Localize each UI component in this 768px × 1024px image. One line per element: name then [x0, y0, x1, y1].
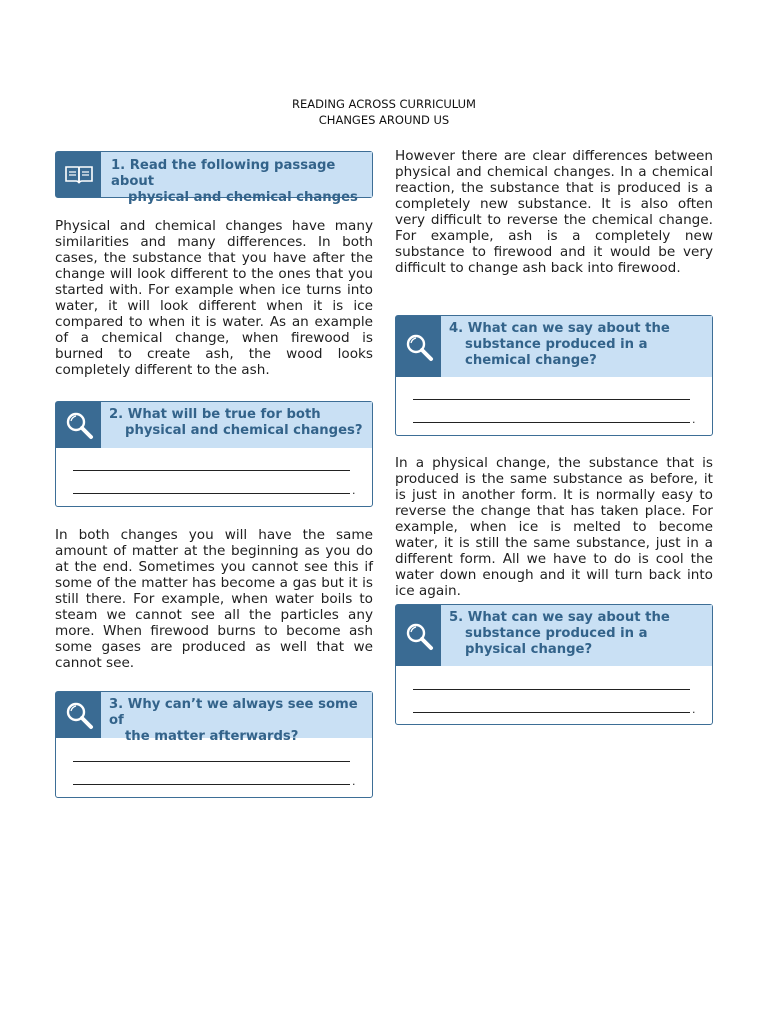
passage-paragraph-2: In both changes you will have the same amount of matter at the beginning as you do at the end. Sometimes you cannot see this if some of the matter has become a gas but it is still there. For example, when water boils to steam we cannot see all the particles any more. When firewood burns to become ash some gases are produced as well that we cannot see.	[55, 527, 373, 671]
answer-line[interactable]	[73, 784, 350, 785]
magnifier-icon	[396, 316, 441, 377]
question-box-4	[395, 315, 713, 436]
question-line-1: What can we say about the	[467, 321, 670, 336]
answer-end-period: .	[352, 775, 356, 788]
answer-end-period: .	[352, 484, 356, 497]
question-number: 3.	[109, 697, 124, 712]
instruction-box	[55, 151, 373, 205]
question-number: 4.	[449, 321, 464, 336]
question-number: 5.	[449, 610, 464, 625]
magnifier-icon	[56, 692, 101, 738]
worksheet-header	[0, 96, 768, 128]
answer-line[interactable]	[73, 470, 350, 471]
answer-line[interactable]	[413, 422, 690, 423]
question-line-2: substance produced in a	[465, 337, 648, 352]
answer-line[interactable]	[413, 689, 690, 690]
answer-line[interactable]	[73, 761, 350, 762]
question-number: 1.	[111, 158, 126, 173]
question-box-3	[55, 691, 373, 798]
curriculum-title: READING ACROSS CURRICULUM	[292, 97, 476, 111]
answer-line[interactable]	[73, 493, 350, 494]
question-line-3: physical change?	[465, 642, 593, 657]
instruction-line-1: Read the following passage about	[111, 158, 336, 189]
book-icon	[56, 152, 101, 197]
passage-paragraph-3: However there are clear differences between physical and chemical changes. In a chemical reaction, the substance that is produced is a completely new substance. It is also often very difficult to reverse the chemical change. For example, ash is a completely new substance to firewood and it would be very difficult to change ash back into firewood.	[395, 148, 713, 276]
question-line-2: the matter afterwards?	[125, 729, 299, 744]
question-line-2: substance produced in a	[465, 626, 648, 641]
question-line-1: What can we say about the	[467, 610, 670, 625]
instruction-line-2: physical and chemical changes	[128, 190, 358, 205]
question-line-1: Why can’t we always see some of	[109, 697, 358, 728]
answer-end-period: .	[692, 703, 696, 716]
question-number: 2.	[109, 407, 124, 422]
topic-title: CHANGES AROUND US	[318, 113, 450, 127]
answer-end-period: .	[692, 413, 696, 426]
question-box-2	[55, 401, 373, 507]
answer-line[interactable]	[413, 399, 690, 400]
question-title	[101, 692, 372, 744]
magnifier-icon	[396, 605, 441, 666]
passage-paragraph-4: In a physical change, the substance that is produced is the same substance as before, it is just in another form. It is normally easy to reverse the change that has taken place. For example, when ice is melted to become water, it is still the same substance, just in a different form. All we have to do is cool the water down enough and it will turn back into ice again.	[395, 455, 713, 599]
question-line-2: physical and chemical changes?	[125, 423, 363, 438]
question-title	[101, 402, 372, 448]
question-title	[441, 605, 712, 666]
answer-line[interactable]	[413, 712, 690, 713]
question-line-3: chemical change?	[465, 353, 597, 368]
question-line-1: What will be true for both	[127, 407, 321, 422]
passage-paragraph-1: Physical and chemical changes have many similarities and many differences. In both cases, the substance that you have after the change will look different to the ones that you started with. For example when ice turns into water, it will look different when it is ice compared to when it is water. As an example of a chemical change, when firewood is burned to create ash, the wood looks completely different to the ash.	[55, 218, 373, 378]
question-box-5	[395, 604, 713, 725]
instruction-title	[101, 152, 372, 205]
magnifier-icon	[56, 402, 101, 448]
question-title	[441, 316, 712, 377]
